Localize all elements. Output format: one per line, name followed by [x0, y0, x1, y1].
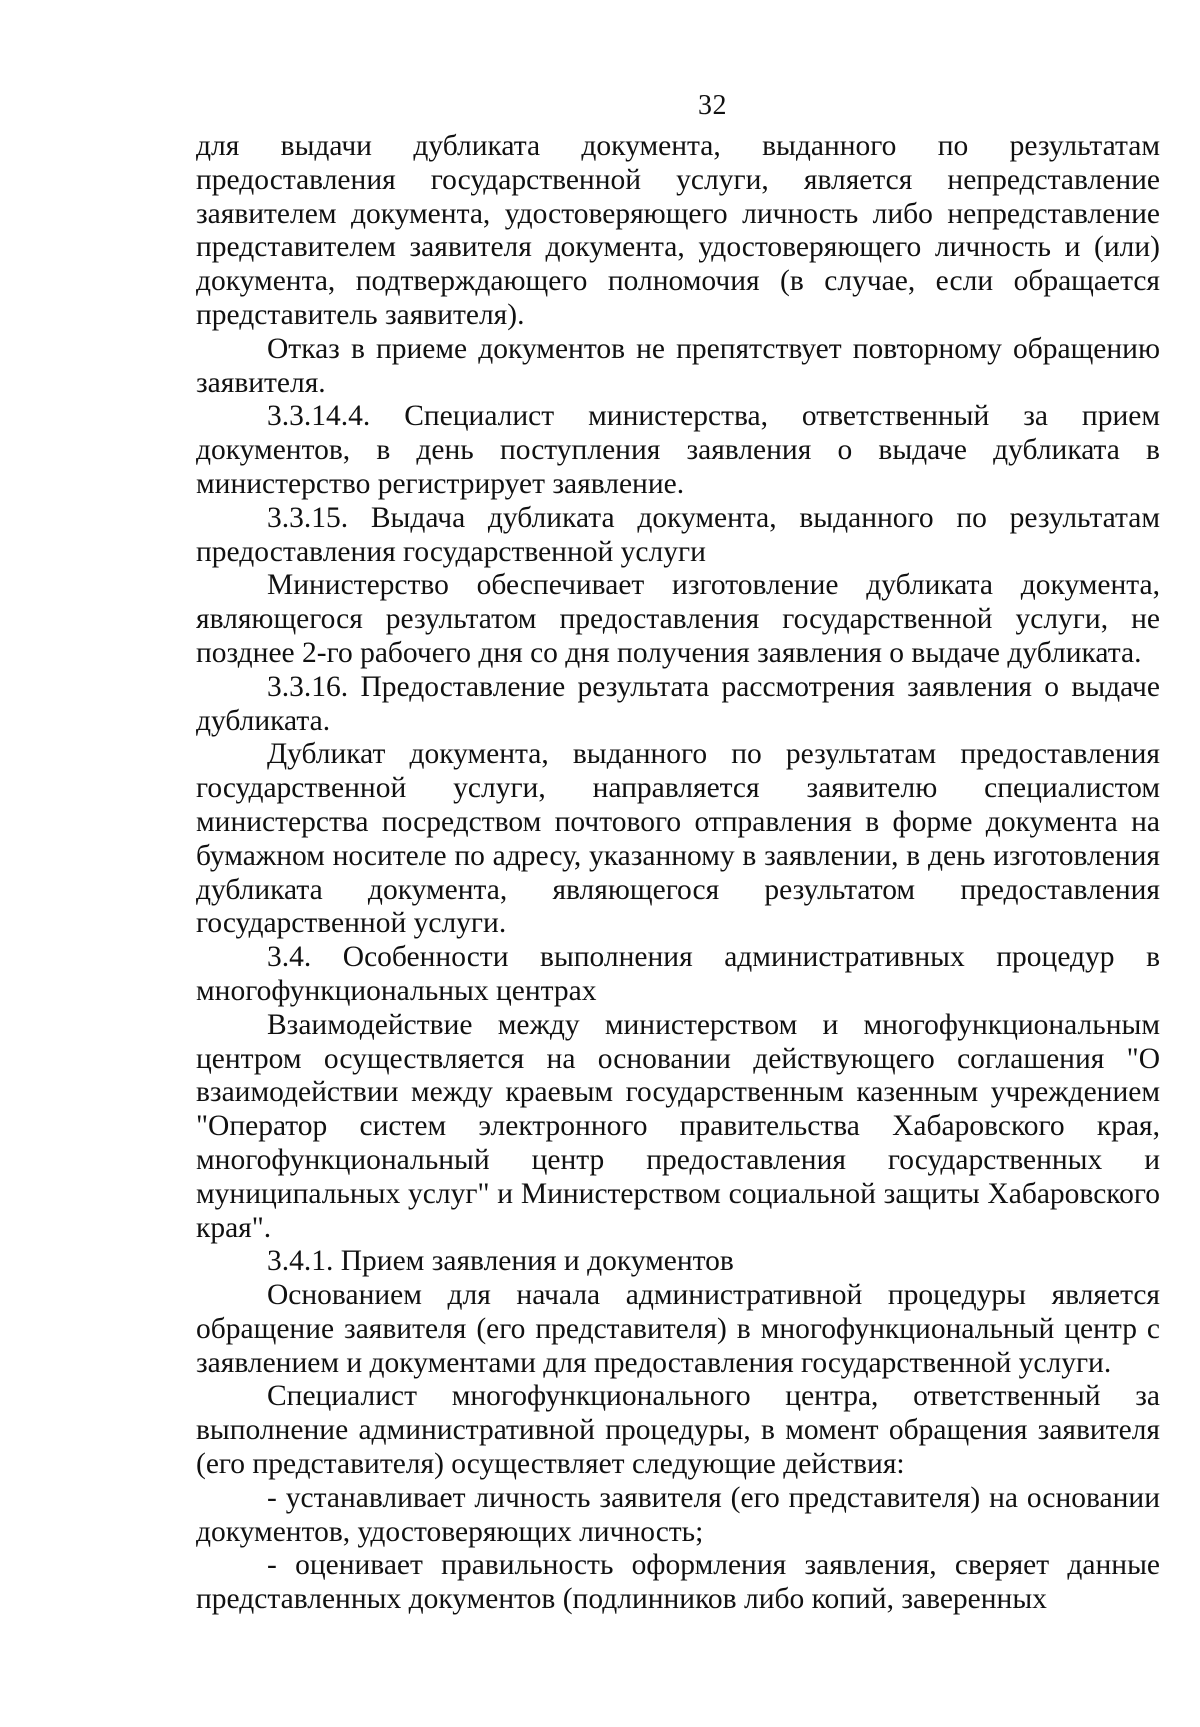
page-number: 32: [698, 90, 727, 121]
paragraph-duplicate-production: Министерство обеспечивает изготовление дубликата документа, являющегося результатом предоставления государственной услуги, не позднее 2-го рабочего дня со дня получения заявления о выдаче дубликата.: [196, 569, 1160, 669]
paragraph-procedure-basis: Основанием для начала административной процедуры является обращение заявителя (его представителя) в многофункциональный центр с заявлением и документами для предоставления государственной услуги.: [196, 1279, 1160, 1379]
list-item-identity-check: - устанавливает личность заявителя (его представителя) на основании документов, удостоверяющих личность;: [196, 1481, 1160, 1548]
paragraph-3-3-14-4: 3.3.14.4. Специалист министерства, ответственный за прием документов, в день поступления заявления о выдаче дубликата в министерство регистрирует заявление.: [196, 400, 1160, 500]
paragraph-duplicate-delivery: Дубликат документа, выданного по результатам предоставления государственной услуги, направляется заявителю специалистом министерства посредством почтового отправления в форме документа на бумажном носителе по адресу, указанному в заявлении, в день изготовления дубликата документа, являющегося результатом предоставления государственной услуги.: [196, 738, 1160, 940]
paragraph-mfc-interaction: Взаимодействие между министерством и многофункциональным центром осуществляется на основании действующего соглашения "О взаимодействии между краевым государственным казенным учреждением "Оператор систем электронного правительства Хабаровского края, многофункциональный центр предоставления государственных и муниципальных услуг" и Министерством социальной защиты Хабаровского края".: [196, 1008, 1160, 1244]
section-heading-3-4-1: 3.4.1. Прием заявления и документов: [267, 1245, 734, 1278]
list-item-application-check: - оценивает правильность оформления заявления, сверяет данные представленных документов (подлинников либо копий, заверенных: [196, 1549, 1160, 1616]
section-heading-3-4: 3.4. Особенности выполнения административных процедур в многофункциональных центрах: [196, 941, 1160, 1007]
paragraph-duplicate-refusal-grounds: для выдачи дубликата документа, выданного по результатам предоставления государственной услуги, является непредставление заявителем документа, удостоверяющего личность либо непредставление представителем заявителя документа, удостоверяющего личность и (или) документа, подтверждающего полномочия (в случае, если обращается представитель заявителя).: [196, 130, 1160, 331]
section-heading-3-3-16: 3.3.16. Предоставление результата рассмотрения заявления о выдаче дубликата.: [196, 670, 1160, 737]
paragraph-refusal-note: Отказ в приеме документов не препятствует повторному обращению заявителя.: [196, 332, 1160, 399]
document-body: [196, 130, 1160, 1617]
section-heading-3-3-15: 3.3.15. Выдача дубликата документа, выданного по результатам предоставления государственной услуги: [196, 501, 1160, 568]
paragraph-specialist-actions: Специалист многофункционального центра, ответственный за выполнение административной процедуры, в момент обращения заявителя (его представителя) осуществляет следующие действия:: [196, 1380, 1160, 1481]
